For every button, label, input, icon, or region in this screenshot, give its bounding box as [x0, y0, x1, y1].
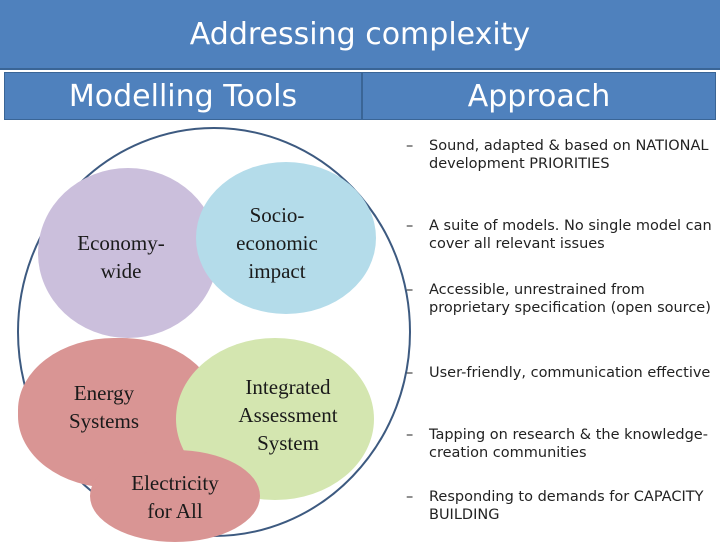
approach-item: – User-friendly, communication effective — [406, 365, 711, 381]
label-economy-wide: Economy- wide — [77, 231, 165, 283]
label-integrated-assessment: Integrated Assessment System — [238, 375, 338, 455]
approach-item: – Tapping on research & the knowledge-creation communities — [406, 427, 708, 461]
label-energy-systems: Energy Systems — [68, 381, 139, 433]
approach-item: – A suite of models. No single model can cover all relevant issues — [406, 218, 712, 252]
approach-item: – Accessible, unrestrained from proprietary specification (open source) — [406, 282, 711, 316]
approach-item: – Sound, adapted & based on NATIONAL development PRIORITIES — [406, 138, 709, 172]
slide-title: Addressing complexity — [0, 0, 720, 70]
header-modelling-tools: Modelling Tools — [4, 72, 362, 120]
approach-item: – Responding to demands for CAPACITY BUILDING — [406, 489, 704, 523]
label-electricity-for-all: Electricity for All — [131, 471, 219, 523]
label-socio-economic: Socio- economic impact — [236, 203, 318, 283]
header-approach: Approach — [362, 72, 716, 120]
